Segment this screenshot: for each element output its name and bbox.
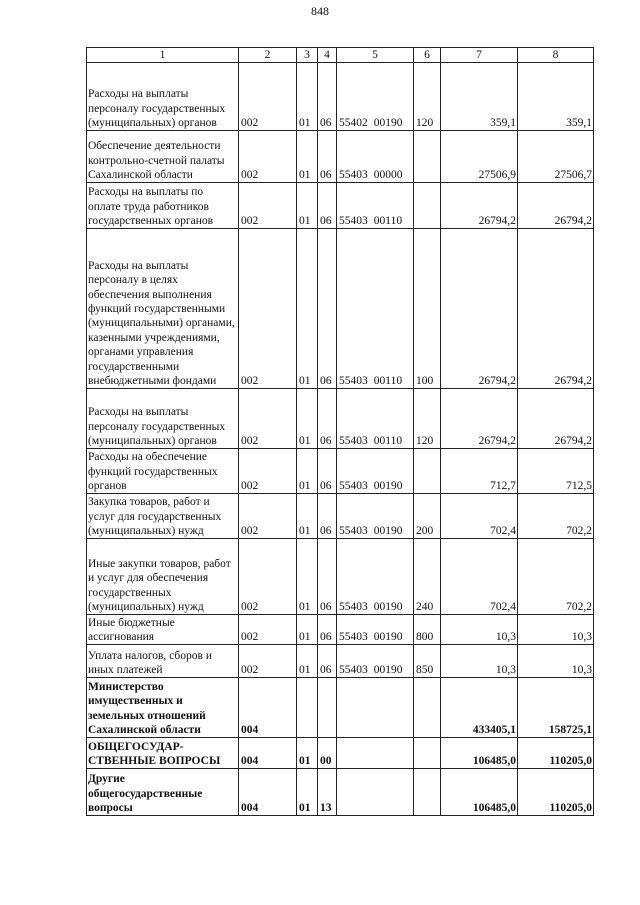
amount-cell-7: 26794,2	[441, 389, 518, 449]
target-code-part-b: 00190	[373, 631, 403, 643]
amount-cell-7: 702,4	[441, 494, 518, 539]
amount-cell-7: 106485,0	[441, 769, 518, 816]
target-code-cell	[337, 389, 414, 449]
ministry-code-cell: 002	[239, 63, 297, 131]
target-code-part-a: 55403	[339, 664, 368, 676]
table-row	[87, 131, 594, 183]
row-name-cell: Обеспечение деятельности контрольно-счетной палаты Сахалинской области	[87, 131, 239, 183]
expense-type-cell	[414, 183, 441, 229]
section-code-cell: 01	[297, 494, 318, 539]
amount-cell-8: 10,3	[518, 645, 594, 678]
target-code-part-b: 00190	[373, 525, 403, 537]
target-code-cell	[337, 678, 414, 738]
subsection-code-cell: 06	[318, 494, 337, 539]
section-code-cell: 01	[297, 769, 318, 816]
table-row	[87, 494, 594, 539]
ministry-code-cell: 002	[239, 449, 297, 494]
row-name-cell: Расходы на выплаты персоналу в целях обеспечения выполнения функций государственными (муниципальными) органами, казенными учреждениями, органами управления государственными внебюджетными фондами	[87, 229, 239, 389]
amount-cell-8: 26794,2	[518, 389, 594, 449]
expense-type-cell	[414, 738, 441, 769]
amount-cell-7: 27506,9	[441, 131, 518, 183]
section-code-cell: 01	[297, 183, 318, 229]
amount-cell-8: 702,2	[518, 494, 594, 539]
subsection-code-cell: 06	[318, 645, 337, 678]
amount-cell-8: 712,5	[518, 449, 594, 494]
row-name-cell: Расходы на выплаты персоналу государственных (муниципальных) органов	[87, 389, 239, 449]
ministry-code-cell: 004	[239, 738, 297, 769]
target-code-cell	[337, 615, 414, 645]
ministry-code-cell: 004	[239, 678, 297, 738]
target-code-part-b: 00000	[373, 169, 403, 181]
target-code-cell	[337, 738, 414, 769]
target-code-part-a: 55403	[339, 169, 368, 181]
expense-type-cell: 120	[414, 63, 441, 131]
subsection-code-cell: 06	[318, 615, 337, 645]
amount-cell-7: 712,7	[441, 449, 518, 494]
amount-cell-7: 10,3	[441, 615, 518, 645]
amount-cell-7: 10,3	[441, 645, 518, 678]
target-code-cell	[337, 645, 414, 678]
column-header: 7	[441, 48, 518, 63]
amount-cell-8: 359,1	[518, 63, 594, 131]
amount-cell-8: 27506,7	[518, 131, 594, 183]
section-code-cell: 01	[297, 539, 318, 615]
column-header: 2	[239, 48, 297, 63]
amount-cell-7: 26794,2	[441, 229, 518, 389]
column-header: 8	[518, 48, 594, 63]
target-code-part-a: 55403	[339, 601, 368, 613]
ministry-code-cell: 002	[239, 539, 297, 615]
ministry-code-cell: 002	[239, 494, 297, 539]
expense-type-cell: 200	[414, 494, 441, 539]
amount-cell-8: 110205,0	[518, 769, 594, 816]
table-row	[87, 183, 594, 229]
target-code-part-a: 55402	[339, 117, 368, 129]
expense-type-cell	[414, 678, 441, 738]
column-header: 1	[87, 48, 239, 63]
subsection-code-cell: 06	[318, 183, 337, 229]
section-code-cell: 01	[297, 645, 318, 678]
subsection-code-cell: 06	[318, 539, 337, 615]
ministry-code-cell: 002	[239, 229, 297, 389]
amount-cell-8: 10,3	[518, 615, 594, 645]
table-row	[87, 678, 594, 738]
ministry-code-cell: 002	[239, 645, 297, 678]
expense-type-cell: 850	[414, 645, 441, 678]
target-code-part-a: 55403	[339, 480, 368, 492]
target-code-cell	[337, 539, 414, 615]
subsection-code-cell: 00	[318, 738, 337, 769]
expense-type-cell	[414, 449, 441, 494]
ministry-code-cell: 002	[239, 183, 297, 229]
row-name-cell: Закупка товаров, работ и услуг для государственных (муниципальных) нужд	[87, 494, 239, 539]
row-name-cell: Расходы на выплаты по оплате труда работников государственных органов	[87, 183, 239, 229]
target-code-part-a: 55403	[339, 375, 368, 387]
target-code-part-a: 55403	[339, 631, 368, 643]
subsection-code-cell: 06	[318, 389, 337, 449]
section-code-cell	[297, 678, 318, 738]
row-name-cell: Расходы на обеспечение функций государственных органов	[87, 449, 239, 494]
section-code-cell: 01	[297, 229, 318, 389]
subsection-code-cell	[318, 678, 337, 738]
table-header-row	[87, 48, 594, 63]
target-code-cell	[337, 449, 414, 494]
target-code-cell	[337, 229, 414, 389]
amount-cell-8: 26794,2	[518, 229, 594, 389]
ministry-code-cell: 002	[239, 389, 297, 449]
ministry-code-cell: 004	[239, 769, 297, 816]
target-code-cell	[337, 494, 414, 539]
amount-cell-8: 26794,2	[518, 183, 594, 229]
row-name-cell: Иные закупки товаров, работ и услуг для обеспечения государственных (муниципальных) нужд	[87, 539, 239, 615]
subsection-code-cell: 06	[318, 229, 337, 389]
amount-cell-8: 702,2	[518, 539, 594, 615]
row-name-cell: ОБЩЕГОСУДАР-СТВЕННЫЕ ВОПРОСЫ	[87, 738, 239, 769]
target-code-cell	[337, 63, 414, 131]
target-code-part-a: 55403	[339, 525, 368, 537]
expense-type-cell	[414, 131, 441, 183]
target-code-part-b: 00110	[373, 435, 403, 447]
row-name-cell: Иные бюджетные ассигнования	[87, 615, 239, 645]
target-code-cell	[337, 769, 414, 816]
target-code-part-b: 00190	[373, 117, 403, 129]
section-code-cell: 01	[297, 615, 318, 645]
target-code-part-b: 00110	[373, 375, 403, 387]
expense-type-cell: 120	[414, 389, 441, 449]
row-name-cell: Уплата налогов, сборов и иных платежей	[87, 645, 239, 678]
table-row	[87, 449, 594, 494]
subsection-code-cell: 13	[318, 769, 337, 816]
target-code-part-a: 55403	[339, 215, 368, 227]
page-number: 848	[311, 4, 329, 18]
amount-cell-8: 158725,1	[518, 678, 594, 738]
column-header: 6	[414, 48, 441, 63]
amount-cell-7: 359,1	[441, 63, 518, 131]
table-row	[87, 229, 594, 389]
row-name-cell: Другие общегосударственные вопросы	[87, 769, 239, 816]
expense-type-cell: 240	[414, 539, 441, 615]
section-code-cell: 01	[297, 389, 318, 449]
column-header: 4	[318, 48, 337, 63]
target-code-cell	[337, 183, 414, 229]
target-code-part-b: 00190	[373, 664, 403, 676]
ministry-code-cell: 002	[239, 131, 297, 183]
amount-cell-7: 702,4	[441, 539, 518, 615]
table-row	[87, 389, 594, 449]
amount-cell-7: 106485,0	[441, 738, 518, 769]
expense-type-cell: 800	[414, 615, 441, 645]
target-code-part-b: 00110	[373, 215, 403, 227]
target-code-part-a: 55403	[339, 435, 368, 447]
section-code-cell: 01	[297, 738, 318, 769]
subsection-code-cell: 06	[318, 449, 337, 494]
table-row	[87, 738, 594, 769]
expense-type-cell: 100	[414, 229, 441, 389]
column-header: 3	[297, 48, 318, 63]
amount-cell-8: 110205,0	[518, 738, 594, 769]
section-code-cell: 01	[297, 131, 318, 183]
section-code-cell: 01	[297, 63, 318, 131]
row-name-cell: Министерство имущественных и земельных отношений Сахалинской области	[87, 678, 239, 738]
subsection-code-cell: 06	[318, 63, 337, 131]
row-name-cell: Расходы на выплаты персоналу государственных (муниципальных) органов	[87, 63, 239, 131]
amount-cell-7: 26794,2	[441, 183, 518, 229]
column-header: 5	[337, 48, 414, 63]
budget-table	[86, 47, 594, 816]
table-row	[87, 769, 594, 816]
ministry-code-cell: 002	[239, 615, 297, 645]
target-code-part-b: 00190	[373, 480, 403, 492]
expense-type-cell	[414, 769, 441, 816]
amount-cell-7: 433405,1	[441, 678, 518, 738]
table-row	[87, 645, 594, 678]
section-code-cell: 01	[297, 449, 318, 494]
table-row	[87, 63, 594, 131]
table-row	[87, 539, 594, 615]
target-code-cell	[337, 131, 414, 183]
target-code-part-b: 00190	[373, 601, 403, 613]
subsection-code-cell: 06	[318, 131, 337, 183]
table-row	[87, 615, 594, 645]
